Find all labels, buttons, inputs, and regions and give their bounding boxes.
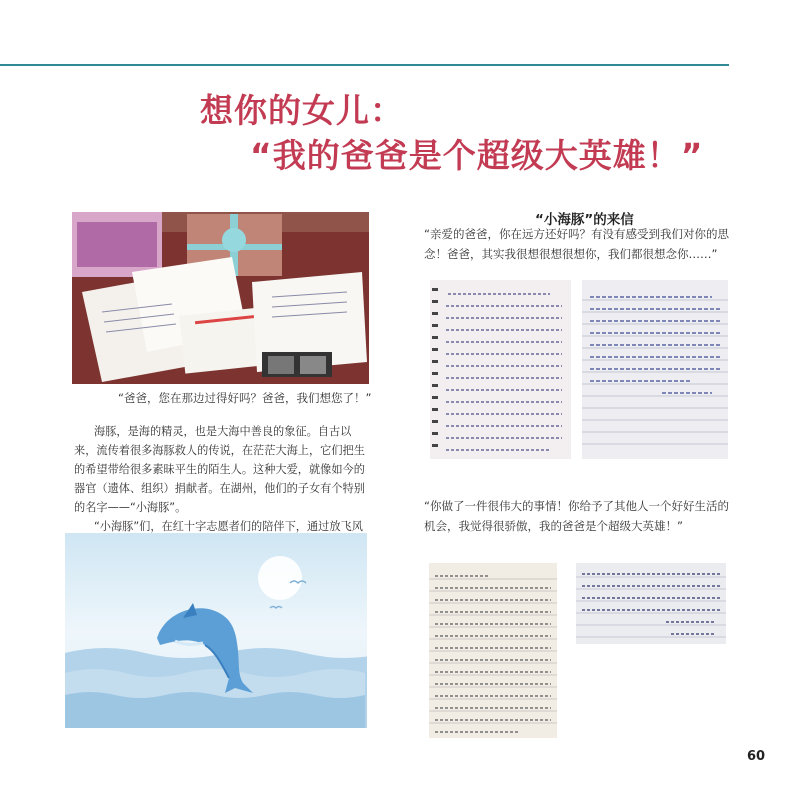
body-paragraph-1: 海豚，是海的精灵，也是大海中善良的象征。自古以来，流传着很多海豚救人的传说，在茫茫大海上，它们把生的希望带给很多素昧平生的陌生人。这种大爱，就像如今的器官（遗体、组织）捐献者。在湖州，他们的子女有个特别的名字——“小海豚”。 [74, 425, 365, 514]
dolphin-illustration [65, 533, 367, 728]
page-number: 60 [747, 749, 766, 764]
letters-photo [72, 212, 369, 384]
header-rule [0, 64, 729, 66]
body-paragraph-2: “小海豚”们，在红十字志愿者们的陪伴下，通过放飞风 [94, 520, 363, 533]
photo-caption: “爸爸，您在那边过得好吗？爸爸，我们想您了！” [118, 391, 372, 405]
handwritten-letter-photo-4 [576, 563, 726, 644]
letter-quote-1: “亲爱的爸爸，你在远方还好吗？有没有感受到我们对你的思念！爸爸，其实我很想很想很想你，我们都很想念你……” [424, 227, 729, 261]
page-title-line2: “我的爸爸是个超级大英雄！” [250, 136, 704, 175]
handwritten-letter-photo-2 [582, 280, 728, 459]
handwritten-letter-photo-1 [430, 280, 571, 459]
handwritten-letter-photo-3 [429, 563, 557, 738]
page-title-line1: 想你的女儿： [200, 91, 404, 130]
letter-quote-2: “你做了一件很伟大的事情！你给予了其他人一个好好生活的机会，我觉得很骄傲，我的爸爸是个超级大英雄！” [424, 499, 729, 533]
letters-section-title: “小海豚”的来信 [535, 212, 634, 228]
